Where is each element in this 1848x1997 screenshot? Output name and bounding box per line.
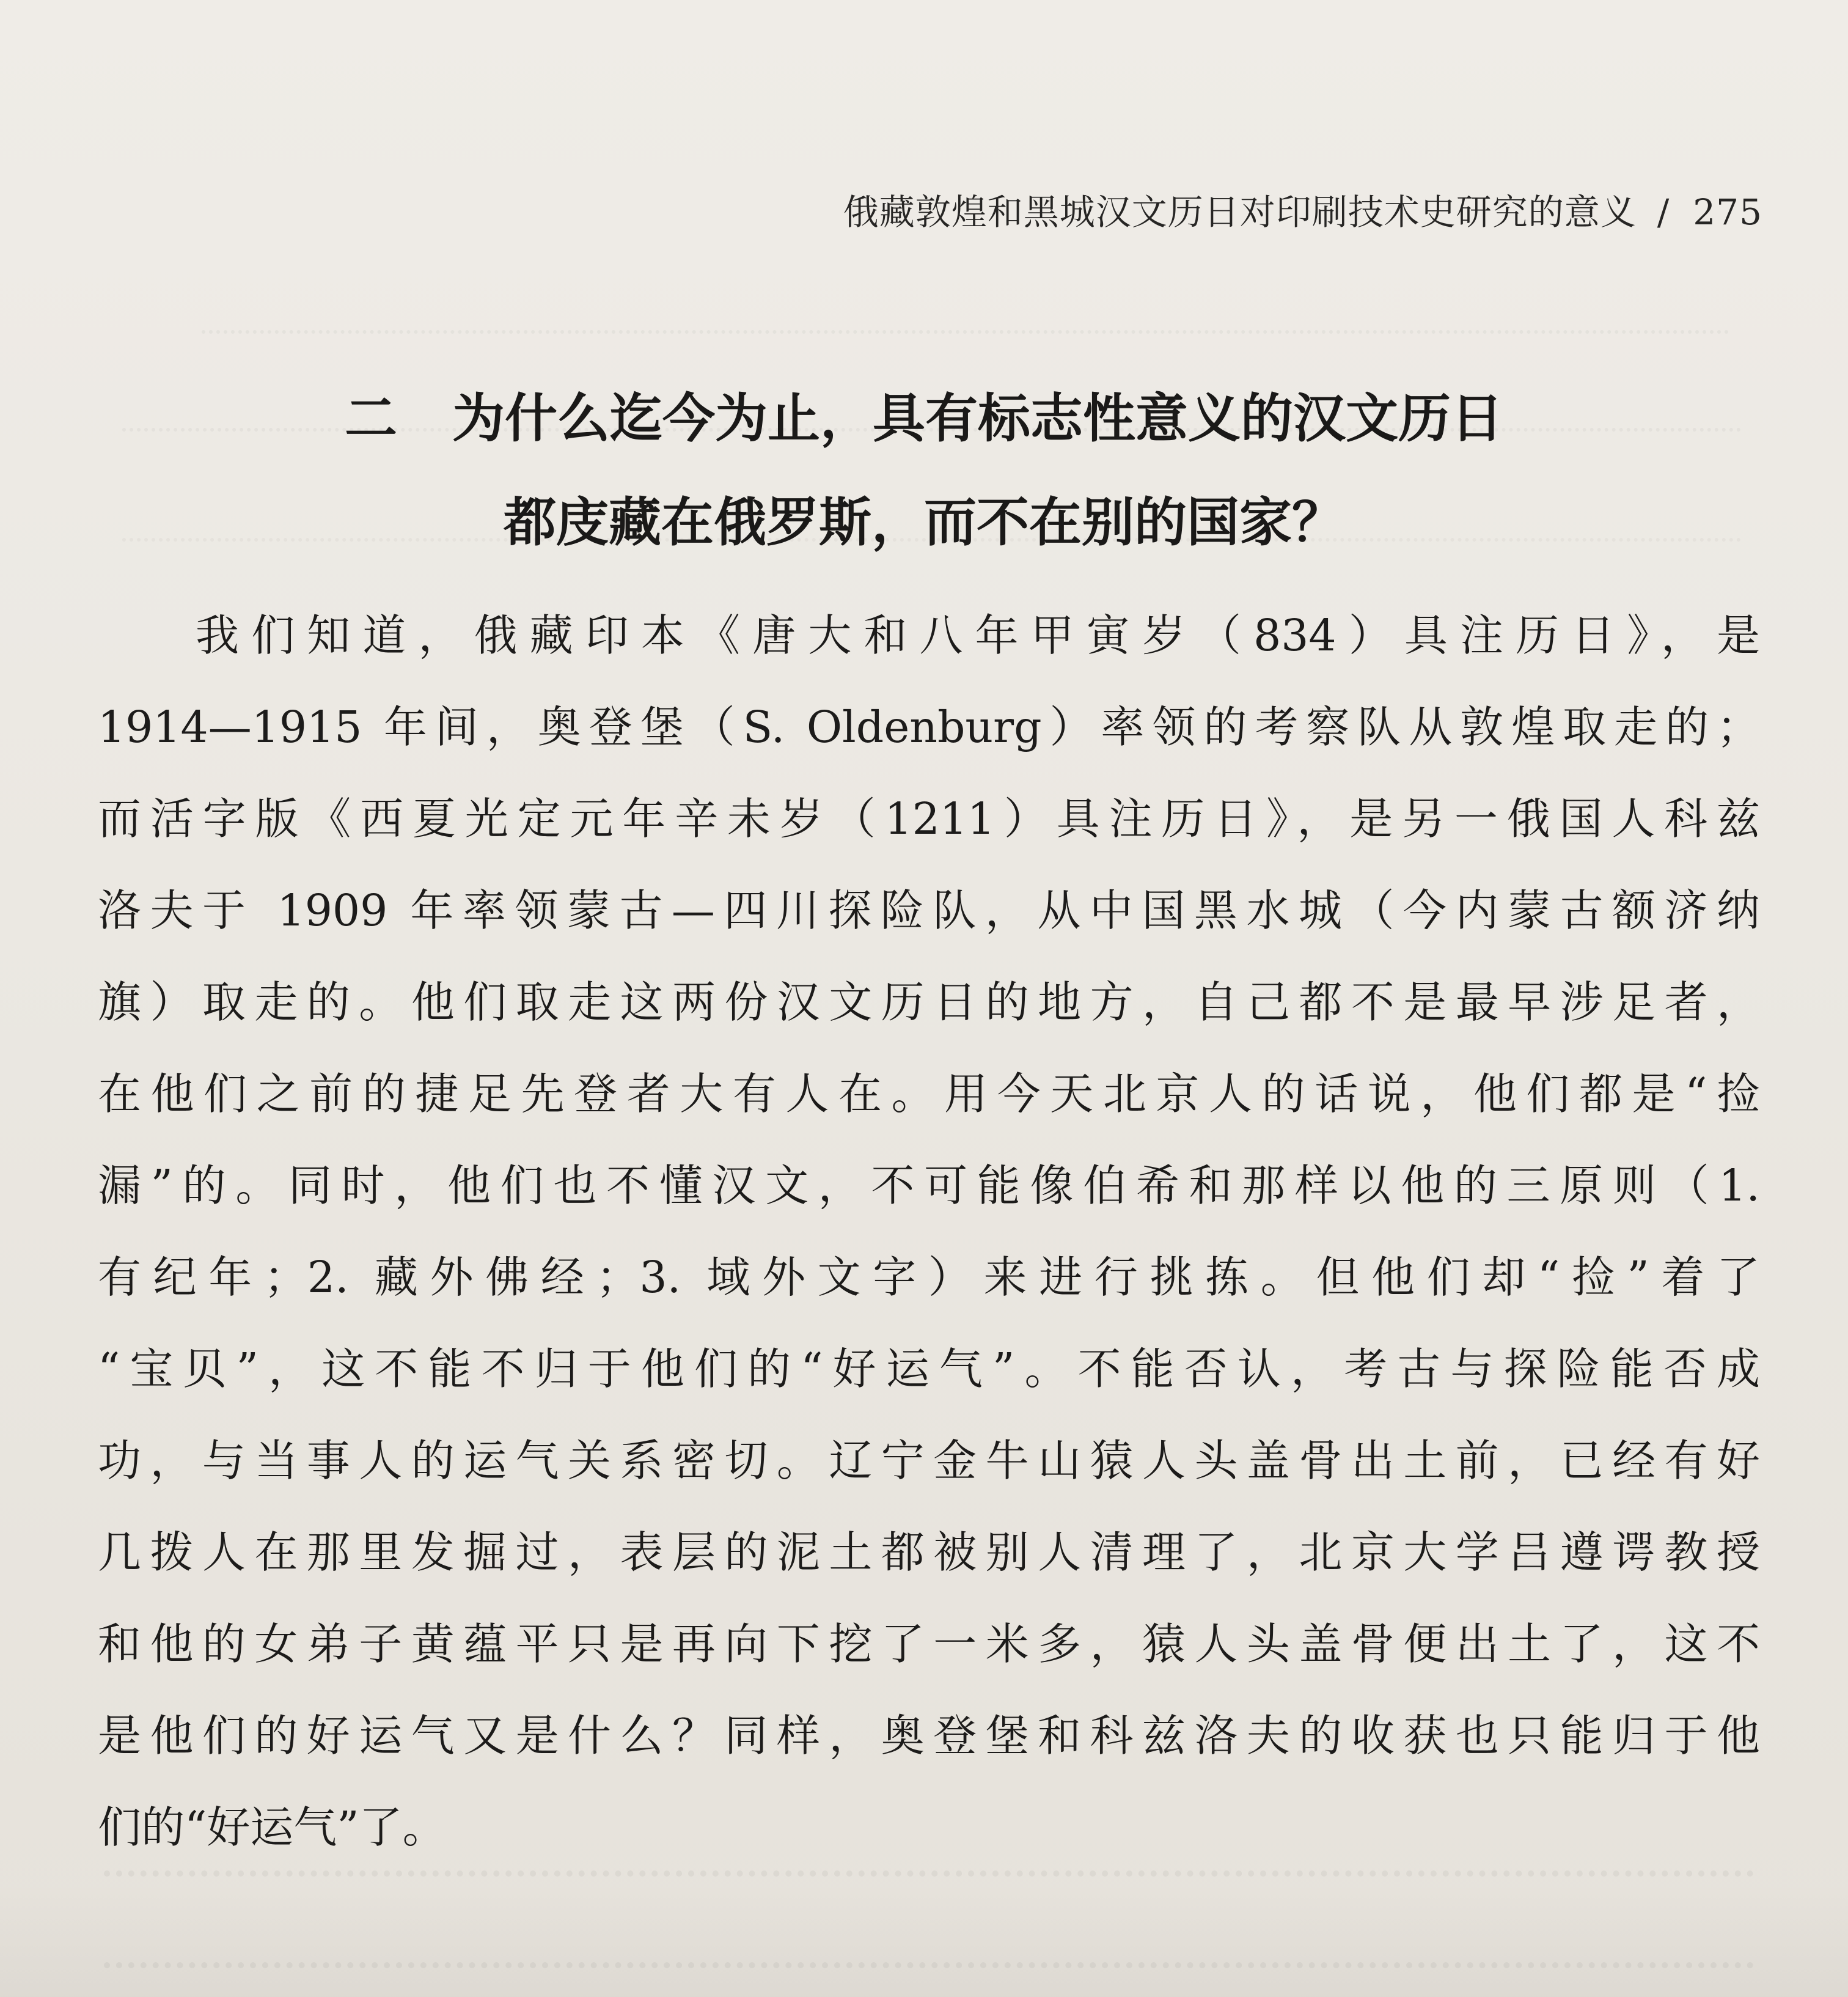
body-line: “宝贝”，这不能不归于他们的“好运气”。不能否认，考古与探险能否成 [98,1344,1760,1394]
body-paragraph [98,590,1760,1874]
body-line: 们的“好运气”了。 [98,1802,446,1853]
body-line: 漏”的。同时，他们也不懂汉文，不可能像伯希和那样以他的三原则（1. [98,1160,1760,1211]
body-line: 是他们的好运气又是什么？同样，奥登堡和科兹洛夫的收获也只能归于他 [98,1710,1760,1761]
section-heading-line-1 [0,367,1848,471]
body-line: 功，与当事人的运气关系密切。辽宁金牛山猿人头盖骨出土前，已经有好 [98,1435,1760,1486]
header-separator: / [1657,191,1670,233]
running-header [843,183,1762,235]
page-number: 275 [1693,191,1762,233]
body-line: 和他的女弟子黄蕴平只是再向下挖了一米多，猿人头盖骨便出土了，这不 [98,1619,1760,1669]
body-line: 1914—1915 年间，奥登堡（S. Oldenburg）率领的考察队从敦煌取走的； [98,702,1760,752]
section-heading [0,367,1848,575]
section-title-part-1: 为什么迄今为止，具有标志性意义的汉文历日 [452,388,1503,449]
body-line: 几拨人在那里发掘过，表层的泥土都被别人清理了，北京大学吕遵谔教授 [98,1527,1760,1578]
body-line: 我们知道，俄藏印本《唐大和八年甲寅岁（834）具注历日》，是 [196,610,1760,661]
body-line: 在他们之前的捷足先登者大有人在。用今天北京人的话说，他们都是“捡 [98,1068,1760,1119]
body-line: 洛夫于 1909 年率领蒙古—四川探险队，从中国黑水城（今内蒙古额济纳 [98,885,1760,936]
section-number: 二 [345,388,397,449]
header-title: 俄藏敦煌和黑城汉文历日对印刷技术史研究的意义 [843,191,1637,233]
show-through-texture [202,330,1729,358]
section-heading-line-2: 都庋藏在俄罗斯，而不在别的国家？ [504,492,1344,553]
body-line: 有纪年；2. 藏外佛经；3. 域外文字）来进行挑拣。但他们却“捡”着了 [98,1252,1760,1303]
body-line: 而活字版《西夏光定元年辛未岁（1211）具注历日》，是另一俄国人科兹 [98,793,1760,844]
page-edge-shadow [0,1883,1848,1997]
body-line: 旗）取走的。他们取走这两份汉文历日的地方，自己都不是最早涉足者， [98,977,1760,1028]
